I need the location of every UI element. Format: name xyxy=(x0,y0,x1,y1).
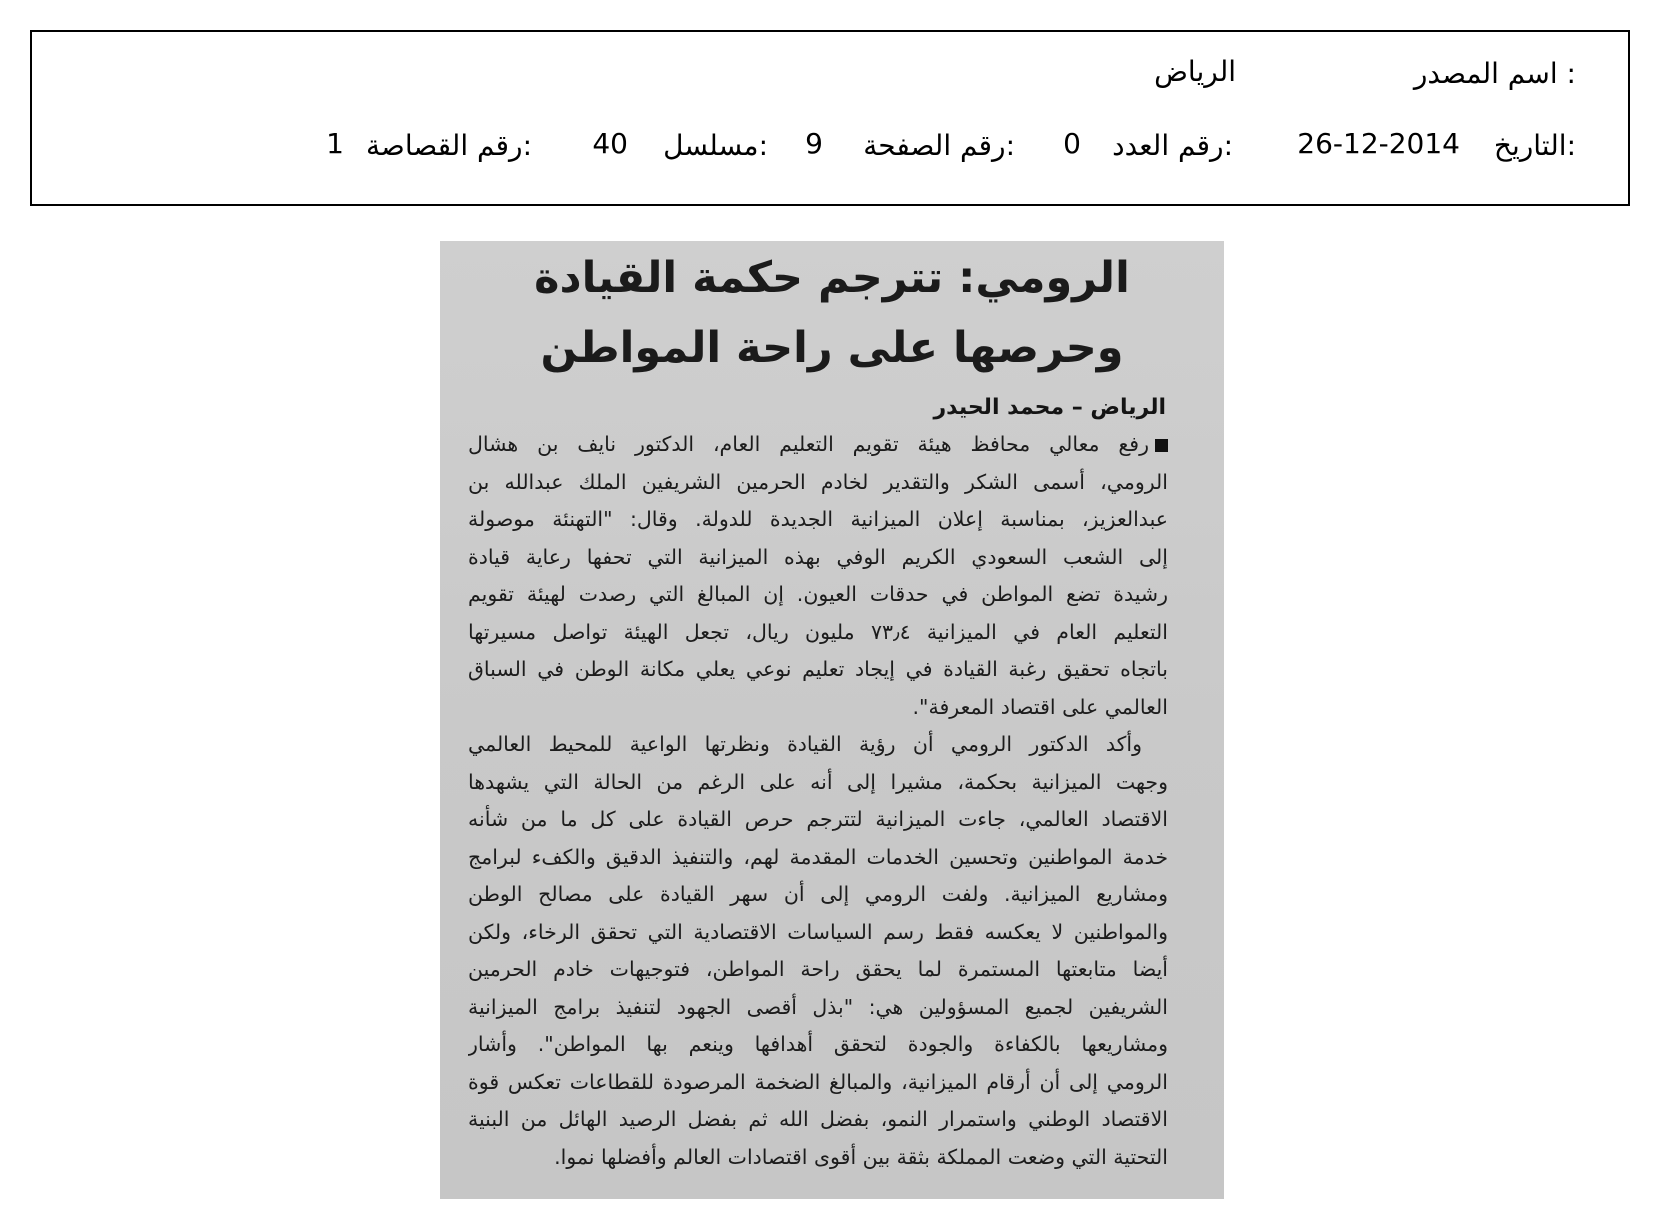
date-label: التاريخ: xyxy=(1493,129,1576,162)
article-byline: الرياض – محمد الحيدر xyxy=(933,395,1166,420)
article-line: الشريفين لجميع المسؤولين هي: "بذل أقصى الجهود لتنفيذ برامج الميزانية xyxy=(468,994,1168,1019)
article-line: العالمي على اقتصاد المعرفة". xyxy=(912,694,1168,719)
document-header xyxy=(30,30,1630,206)
article-line: الرومي، أسمى الشكر والتقدير لخادم الحرمين الشريفين الملك عبدالله بن xyxy=(468,469,1168,494)
article-line: رفع معالي محافظ هيئة تقويم التعليم العام، الدكتور نايف بن هشال xyxy=(468,426,1168,464)
date-value: 26-12-2014 xyxy=(1297,127,1460,160)
article-title-line-2: وحرصها على راحة المواطن xyxy=(540,323,1124,373)
serial-value: 40 xyxy=(592,127,628,160)
source-label: اسم المصدر : xyxy=(1413,57,1576,90)
article-line: التعليم العام في الميزانية ٧٣٫٤ مليون ريال، تجعل الهيئة تواصل مسيرتها xyxy=(468,619,1168,644)
article-line: عبدالعزيز، بمناسبة إعلان الميزانية الجديدة للدولة. وقال: "التهنئة موصولة xyxy=(468,507,1168,531)
article-body xyxy=(468,426,1168,1176)
article-line: الرومي إلى أن أرقام الميزانية، والمبالغ الضخمة المرصودة للقطاعات تعكس قوة xyxy=(468,1069,1168,1094)
article-line: باتجاه تحقيق رغبة القيادة في إيجاد تعليم نوعي يعلي مكانة الوطن في السباق xyxy=(468,657,1168,681)
article-line: ومشاريع الميزانية. ولفت الرومي إلى أن سهر القيادة على مصالح الوطن xyxy=(468,882,1168,906)
newspaper-clipping xyxy=(440,241,1224,1199)
article-line: وأكد الدكتور الرومي أن رؤية القيادة ونظرتها الواعية للمحيط العالمي xyxy=(468,732,1142,756)
source-value: الرياض xyxy=(1154,55,1236,88)
serial-label: مسلسل: xyxy=(663,129,768,162)
issue-value: 0 xyxy=(1063,127,1081,160)
clip-value: 1 xyxy=(326,127,344,160)
article-line: التحتية التي وضعت المملكة بثقة بين أقوى اقتصادات العالم وأفضلها نموا. xyxy=(554,1144,1168,1169)
page-value: 9 xyxy=(805,127,823,160)
article-line: الاقتصاد الوطني واستمرار النمو، بفضل الله ثم بفضل الرصيد الهائل من البنية xyxy=(468,1107,1168,1131)
article-line: وجهت الميزانية بحكمة، مشيرا إلى أنه على الرغم من الحالة التي يشهدها xyxy=(468,769,1168,794)
article-line: خدمة المواطنين وتحسين الخدمات المقدمة لهم، والتنفيذ الدقيق والكفء لبرامج xyxy=(468,844,1168,869)
article-line: والمواطنين لا يعكسه فقط رسم السياسات الاقتصادية التي تحقق الرخاء، ولكن xyxy=(468,919,1168,944)
article-line: رشيدة تضع المواطن في حدقات العيون. إن المبالغ التي رصدت لهيئة تقويم xyxy=(468,582,1168,606)
issue-label: رقم العدد: xyxy=(1112,129,1233,162)
page-label: رقم الصفحة: xyxy=(863,129,1015,162)
article-line: إلى الشعب السعودي الكريم الوفي بهذه الميزانية التي تحفها رعاية قيادة xyxy=(468,544,1168,569)
clip-label: رقم القصاصة: xyxy=(366,129,532,162)
bullet-square-icon xyxy=(1155,439,1168,452)
article-title-line-1: الرومي: تترجم حكمة القيادة xyxy=(534,253,1130,303)
article-line: ومشاريعها بالكفاءة والجودة لتحقق أهدافها وينعم بها المواطن". وأشار xyxy=(468,1032,1168,1056)
article-line: أيضا متابعتها المستمرة لما يحقق راحة المواطن، فتوجيهات خادم الحرمين xyxy=(468,957,1168,981)
article-line: الاقتصاد العالمي، جاءت الميزانية لتترجم حرص القيادة على كل ما من شأنه xyxy=(468,807,1168,831)
